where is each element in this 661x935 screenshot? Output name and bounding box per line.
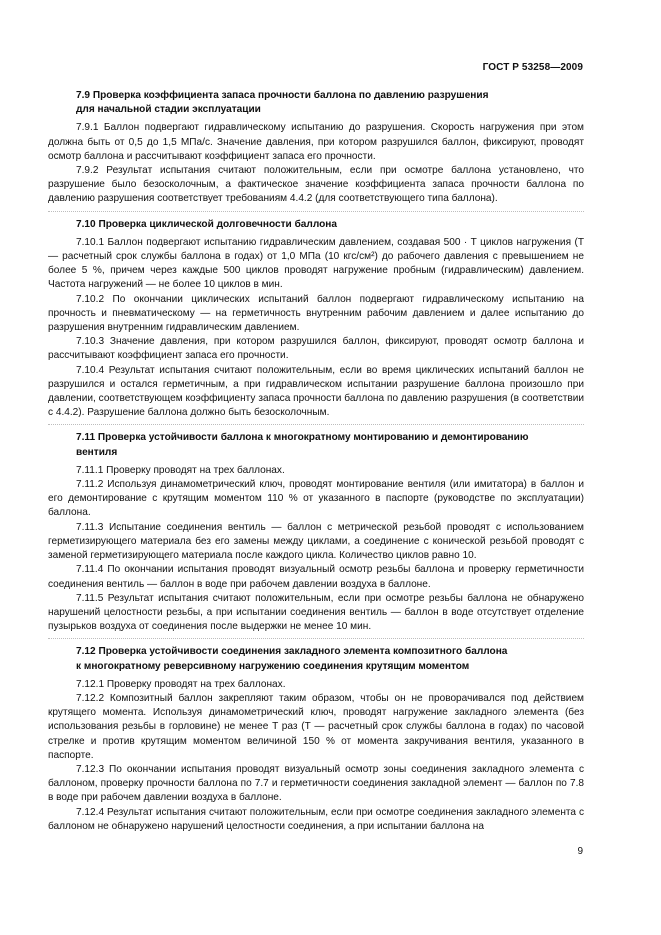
paragraph-7-10-1: 7.10.1 Баллон подвергают испытанию гидравлическим давлением, создавая 500 · T циклов нагружения (T — расчетный срок службы баллона в годах) от 1,0 МПа (10 кгс/см²) до рабочего давления с превышением не более 5 %, причем через каждые 500 циклов проводят нагружение пробным (гидравлическим) давлением. Частота нагружений — не более 10 циклов в мин.: [48, 236, 584, 291]
paragraph-7-12-4: 7.12.4 Результат испытания считают положительным, если при осмотре соединения закладного элемента с баллоном не обнаружено нарушений целостности соединения, а при испытании баллона на: [48, 806, 584, 832]
section-heading-7-9: [48, 89, 584, 117]
standard-number: ГОСТ Р 53258—2009: [482, 62, 583, 73]
heading-line: 7.12 Проверка устойчивости соединения закладного элемента композитного баллона: [76, 646, 508, 658]
section-divider: [48, 211, 584, 212]
paragraph-7-9-1: 7.9.1 Баллон подвергают гидравлическому испытанию до разрушения. Скорость нагружения при этом должна быть от 0,5 до 1,5 МПа/с. Значение давления, при котором разрушился баллон, фиксируют, проводят осмотр баллона и рассчитывают коэффициент запаса его прочности.: [48, 122, 584, 162]
heading-line: к многократному реверсивному нагружению соединения крутящим моментом: [76, 660, 470, 672]
paragraph-7-10-4: 7.10.4 Результат испытания считают положительным, если во время циклических испытаний баллон не разрушился и остался герметичным, а при гидравлическом испытании разрушение баллона произошло при давлении, соответствующем коэффициенту запаса прочности баллона по давлению разрушения (в соответствии с 4.4.2). Разрушение баллона должно быть безосколочным.: [48, 364, 584, 419]
paragraph-7-11-3: 7.11.3 Испытание соединения вентиль — баллон с метрической резьбой проводят с использованием герметизирующего материала без его замены между циклами, а соединение с конической резьбой проводят с заменой герметизирующего материала после каждого цикла. Количество циклов равно 10.: [48, 521, 584, 562]
section-heading-7-10: [48, 218, 584, 232]
section-heading-7-11: [48, 431, 584, 459]
paragraph-7-11-4: 7.11.4 По окончании испытания проводят визуальный осмотр резьбы баллона и проверку герметичности соединения вентиль — баллон в воде при рабочем давлении воздуха в баллоне.: [48, 564, 584, 590]
paragraph-7-10-3: 7.10.3 Значение давления, при котором разрушился баллон, фиксируют, проводят осмотр баллона и рассчитывают коэффициент запаса его прочности.: [48, 336, 584, 362]
heading-line: для начальной стадии эксплуатации: [76, 104, 261, 116]
heading-line: вентиля: [76, 446, 118, 458]
paragraph-7-11-1: 7.11.1 Проверку проводят на трех баллонах.: [76, 464, 285, 476]
paragraph-7-12-1: 7.12.1 Проверку проводят на трех баллонах.: [76, 678, 286, 690]
heading-line: 7.10 Проверка циклической долговечности баллона: [76, 218, 337, 230]
page-number: 9: [577, 846, 583, 857]
section-heading-7-12: [48, 645, 584, 673]
section-divider: [48, 638, 584, 639]
paragraph-7-11-5: 7.11.5 Результат испытания считают положительным, если при осмотре резьбы баллона не обнаружено нарушений целостности резьбы, а при испытании соединения вентиль — баллон в воде отсутствует отделение пузырьков воздуха от соединения после выдержки не менее 10 мин.: [48, 592, 584, 633]
section-divider: [48, 424, 584, 425]
heading-line: 7.11 Проверка устойчивости баллона к многократному монтированию и демонтированию: [76, 432, 529, 444]
paragraph-7-10-2: 7.10.2 По окончании циклических испытаний баллон подвергают гидравлическому испытанию на прочность и пневматическому — на герметичность внутренним рабочим давлением и далее испытанию до разрушения внутренним гидравлическим давлением.: [48, 293, 584, 334]
heading-line: 7.9 Проверка коэффициента запаса прочности баллона по давлению разрушения: [76, 90, 489, 101]
paragraph-7-11-2: 7.11.2 Используя динамометрический ключ, проводят монтирование вентиля (или имитатора) в баллон и его демонтирование с крутящим моментом 110 % от указанного в паспорте (руководстве по эксплуатации) баллона.: [48, 479, 584, 519]
paragraph-7-12-3: 7.12.3 По окончании испытания проводят визуальный осмотр зоны соединения закладного элемента с баллоном, проверку прочности баллона по 7.7 и герметичности соединения закладной элемент — баллон по 7.8 в воде при рабочем давлении воздуха в баллоне.: [48, 763, 584, 804]
paragraph-7-12-2: 7.12.2 Композитный баллон закрепляют таким образом, чтобы он не проворачивался под действием крутящего момента. Используя динамометрический ключ, проводят нагружение закладного элемента (без использования резьбы в горловине) не менее T раз (T — расчетный срок службы баллона в годах) по часовой стрелке и против крутящим моментом величиной 150 % от момента закручивания вентиля, указанного в паспорте.: [48, 692, 584, 761]
document-body: [48, 89, 584, 834]
paragraph-7-9-2: 7.9.2 Результат испытания считают положительным, если при осмотре баллона установлено, что разрушение было безосколочным, а фактическое значение коэффициента запаса прочности баллона по давлению разрушения соответствует требованиям 4.4.2 (для соответствующего типа баллона).: [48, 165, 584, 205]
